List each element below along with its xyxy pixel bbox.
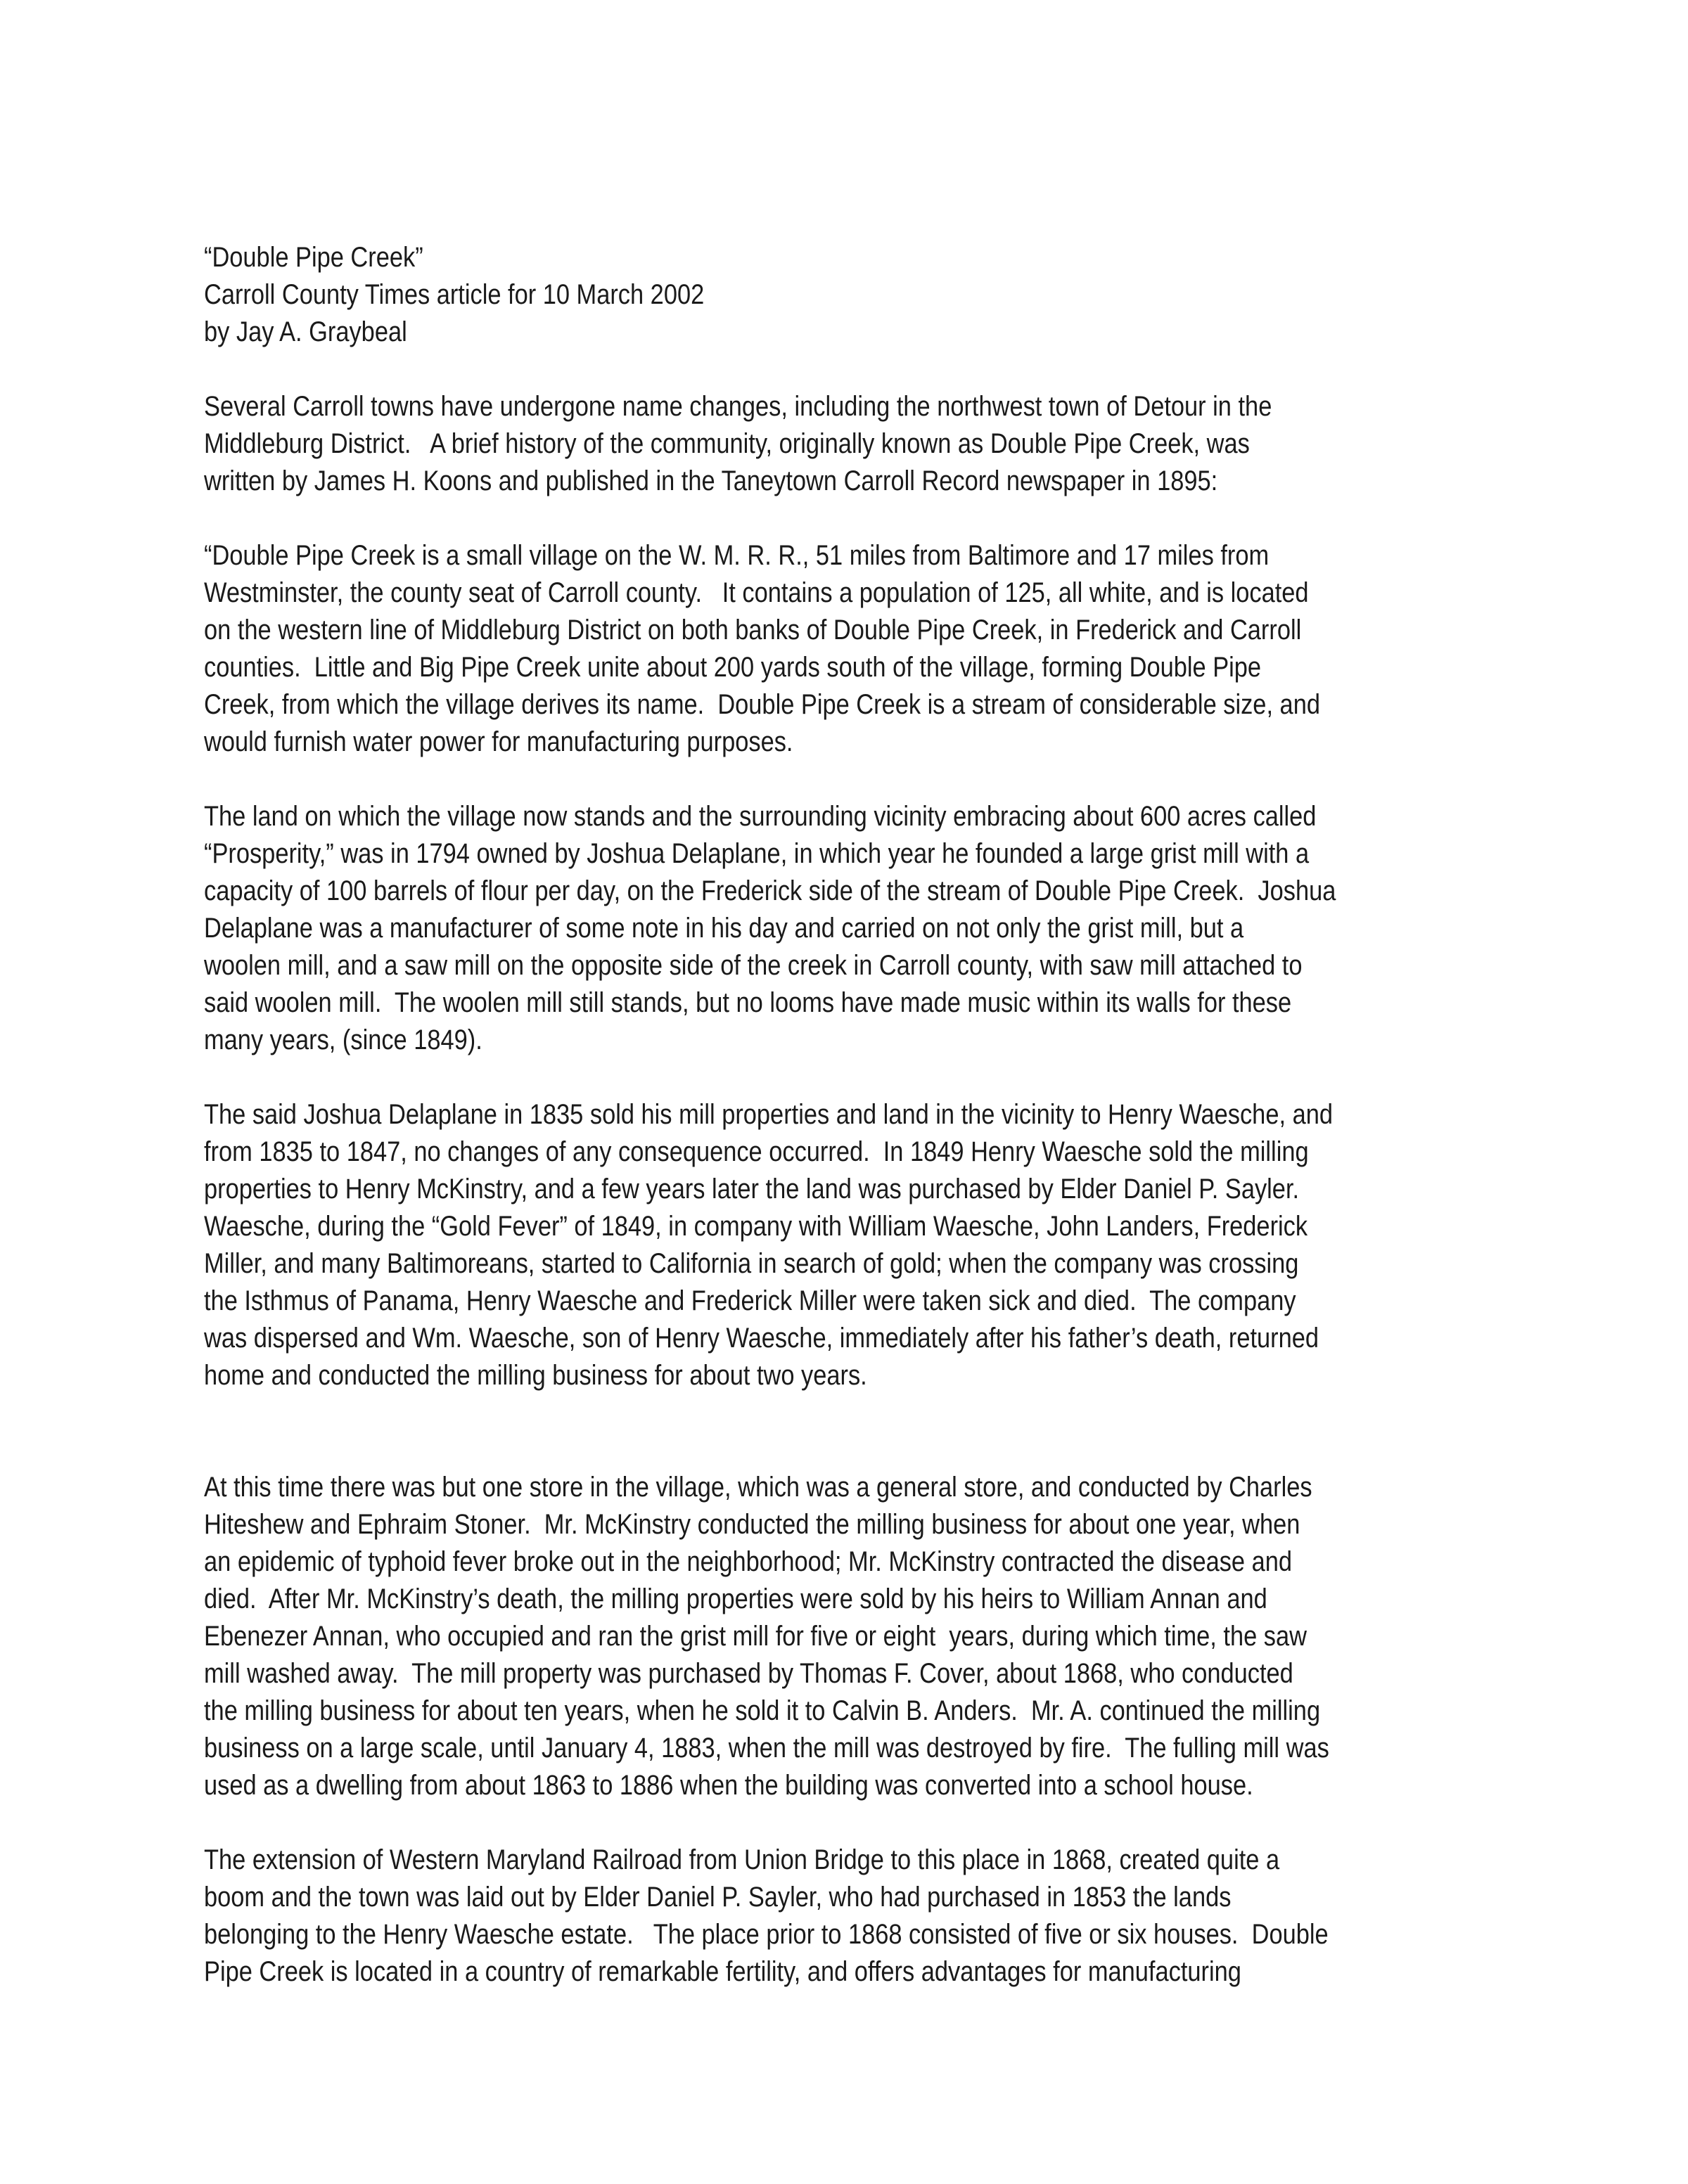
text-line: the milling business for about ten years, when he sold it to Calvin B. Anders. Mr. A. continued the milling xyxy=(204,1695,1321,1726)
text-line: business on a large scale, until January 4, 1883, when the mill was destroyed by fire. The fulling mill was xyxy=(204,1733,1329,1764)
text-line: Miller, and many Baltimoreans, started to California in search of gold; when the company was crossing xyxy=(204,1248,1299,1279)
text-line: home and conducted the milling business for about two years. xyxy=(204,1360,867,1391)
text-line: The extension of Western Maryland Railroad from Union Bridge to this place in 1868, created quite a xyxy=(204,1844,1280,1875)
text-line: “Prosperity,” was in 1794 owned by Joshua Delaplane, in which year he founded a large grist mill with a xyxy=(204,838,1310,869)
text-line: Creek, from which the village derives its name. Double Pipe Creek is a stream of considerable size, and xyxy=(204,689,1320,720)
text-line: counties. Little and Big Pipe Creek unite about 200 yards south of the village, forming Double Pipe xyxy=(204,652,1262,683)
text-line: properties to Henry McKinstry, and a few years later the land was purchased by Elder Daniel P. Sayler. xyxy=(204,1174,1300,1205)
text-line: Pipe Creek is located in a country of remarkable fertility, and offers advantages for manufacturing xyxy=(204,1956,1241,1987)
text-line: died. After Mr. McKinstry’s death, the milling properties were sold by his heirs to William Annan and xyxy=(204,1584,1267,1614)
text-line: an epidemic of typhoid fever broke out in the neighborhood; Mr. McKinstry contracted the disease and xyxy=(204,1546,1292,1577)
text-line: Waesche, during the “Gold Fever” of 1849, in company with William Waesche, John Landers, Frederick xyxy=(204,1211,1308,1242)
text-line: Hiteshew and Ephraim Stoner. Mr. McKinstry conducted the milling business for about one year, when xyxy=(204,1509,1300,1540)
text-line: The said Joshua Delaplane in 1835 sold his mill properties and land in the vicinity to Henry Waesche, and xyxy=(204,1099,1333,1130)
text-line: Ebenezer Annan, who occupied and ran the grist mill for five or eight years, during which time, the saw xyxy=(204,1621,1307,1652)
text-line: Westminster, the county seat of Carroll county. It contains a population of 125, all white, and is located xyxy=(204,577,1309,608)
text-line: “Double Pipe Creek is a small village on the W. M. R. R., 51 miles from Baltimore and 17 miles from xyxy=(204,540,1270,571)
article-title: “Double Pipe Creek” xyxy=(204,242,423,273)
text-line: was dispersed and Wm. Waesche, son of Henry Waesche, immediately after his father’s death, returned xyxy=(204,1323,1319,1354)
text-line: used as a dwelling from about 1863 to 1886 when the building was converted into a school house. xyxy=(204,1770,1253,1801)
text-line: many years, (since 1849). xyxy=(204,1024,482,1055)
text-line: capacity of 100 barrels of flour per day, on the Frederick side of the stream of Double Pipe Creek. Joshua xyxy=(204,875,1336,906)
text-line: Delaplane was a manufacturer of some note in his day and carried on not only the grist mill, but a xyxy=(204,913,1244,944)
byline: by Jay A. Graybeal xyxy=(204,316,407,347)
text-line: said woolen mill. The woolen mill still stands, but no looms have made music within its walls for these xyxy=(204,987,1292,1018)
text-line: woolen mill, and a saw mill on the opposite side of the creek in Carroll county, with saw mill attached to xyxy=(204,950,1303,981)
text-line: the Isthmus of Panama, Henry Waesche and Frederick Miller were taken sick and died. The company xyxy=(204,1285,1296,1316)
text-line: Several Carroll towns have undergone name changes, including the northwest town of Detour in the xyxy=(204,391,1272,422)
text-line: from 1835 to 1847, no changes of any consequence occurred. In 1849 Henry Waesche sold the milling xyxy=(204,1136,1309,1167)
text-line: would furnish water power for manufacturing purposes. xyxy=(204,726,793,757)
text-line: The land on which the village now stands and the surrounding vicinity embracing about 600 acres called xyxy=(204,801,1317,832)
publication-line: Carroll County Times article for 10 March 2002 xyxy=(204,279,705,310)
text-line: Middleburg District. A brief history of the community, originally known as Double Pipe Creek, was xyxy=(204,428,1250,459)
text-line: belonging to the Henry Waesche estate. The place prior to 1868 consisted of five or six houses. Double xyxy=(204,1919,1329,1950)
text-line: written by James H. Koons and published in the Taneytown Carroll Record newspaper in 1895: xyxy=(204,465,1218,496)
text-line: on the western line of Middleburg District on both banks of Double Pipe Creek, in Frederick and Carroll xyxy=(204,615,1302,645)
text-line: mill washed away. The mill property was purchased by Thomas F. Cover, about 1868, who conducted xyxy=(204,1658,1293,1689)
text-line: At this time there was but one store in the village, which was a general store, and conducted by Charles xyxy=(204,1472,1312,1503)
text-line: boom and the town was laid out by Elder Daniel P. Sayler, who had purchased in 1853 the lands xyxy=(204,1882,1232,1913)
